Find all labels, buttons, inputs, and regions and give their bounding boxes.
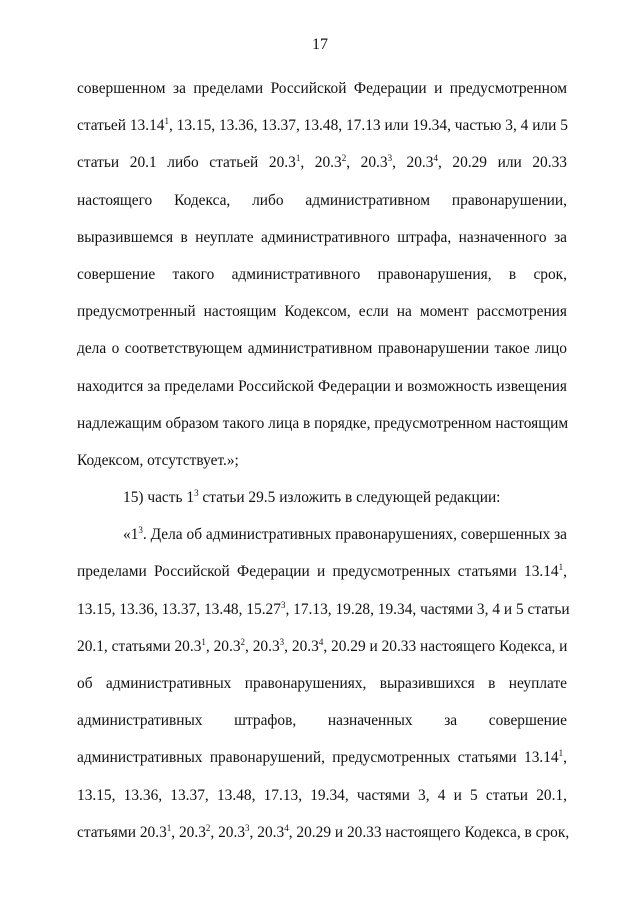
text-line: административных штрафов, назначенных за совершение	[77, 712, 567, 730]
text-line: административных правонарушений, предусмотренных статьями 13.14$^1$,	[77, 748, 567, 767]
page-number: 17	[312, 36, 328, 53]
text-line: настоящего Кодекса, либо административном правонарушении,	[77, 191, 567, 209]
body-text	[77, 78, 570, 859]
text-line: 13.15, 13.36, 13.37, 13.48, 15.27$^3$, 17.13, 19.28, 19.34, частями 3, 4 и 5 статьи	[77, 599, 570, 618]
paragraph-first-line: «$1^3$. Дела об административных правонарушениях, совершенных за	[123, 525, 567, 544]
text-line: статьей 13.14$^1$, 13.15, 13.36, 13.37, 13.48, 17.13 или 19.34, частью 3, 4 или 5	[77, 116, 568, 135]
text-line: статьи 20.1 либо статьей 20.3$^1$, 20.3$^2$, 20.3$^3$, 20.3$^4$, 20.29 или 20.33	[77, 153, 567, 172]
text-line: 13.15, 13.36, 13.37, 13.48, 17.13, 19.34, частями 3, 4 и 5 статьи 20.1,	[77, 786, 567, 804]
text-line: 20.1, статьями 20.3$^1$, 20.3$^2$, 20.3$^3$, 20.3$^4$, 20.29 и 20.33 настоящего Кодекса, и	[77, 636, 568, 655]
text-line: совершение такого административного правонарушения, в срок,	[77, 265, 567, 283]
text-line: выразившемся в неуплате административного штрафа, назначенного за	[77, 228, 567, 246]
text-line: предусмотренный настоящим Кодексом, если на момент рассмотрения	[77, 303, 567, 321]
text-line: дела о соответствующем административном правонарушении такое лицо	[77, 340, 567, 358]
text-line: статьями 20.3$^1$, 20.3$^2$, 20.3$^3$, 20.3$^4$, 20.29 и 20.33 настоящего Кодекса, в срок,	[77, 822, 570, 841]
text-line: находится за пределами Российской Федерации и возможность извещения	[77, 377, 567, 395]
text-line: совершенном за пределами Российской Федерации и предусмотренном	[77, 80, 567, 97]
paragraph-first-line: 15) часть $1^3$ статьи 29.5 изложить в следующей редакции:	[123, 488, 501, 507]
text-line: пределами Российской Федерации и предусмотренных статьями 13.14$^1$,	[77, 562, 567, 581]
text-line: об административных правонарушениях, выразившихся в неуплате	[77, 675, 567, 692]
text-line: надлежащим образом такого лица в порядке, предусмотренном настоящим	[77, 414, 569, 432]
text-line: Кодексом, отсутствует.»;	[77, 451, 239, 469]
